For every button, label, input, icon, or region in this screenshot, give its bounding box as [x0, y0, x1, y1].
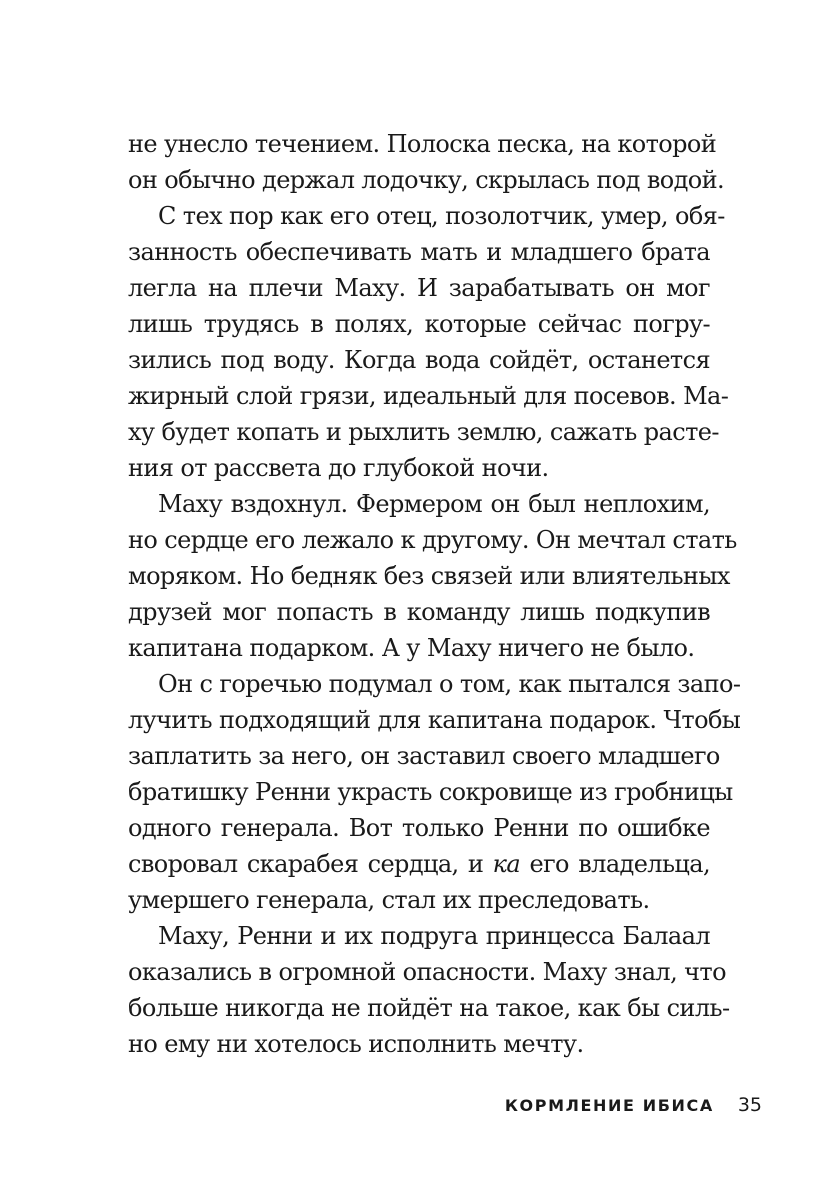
text-segment: его владельца,: [520, 850, 710, 878]
text-line: ху будет копать и рыхлить землю, сажать расте-: [128, 418, 719, 446]
paragraph-4: [128, 666, 741, 918]
text-line: но сердце его лежало к другому. Он мечтал стать: [128, 526, 737, 554]
text-line: лишь трудясь в полях, которые сейчас погру-: [128, 310, 710, 338]
text-line: С тех пор как его отец, позолотчик, умер, обя-: [158, 202, 725, 230]
text-line: он обычно держал лодочку, скрылась под водой.: [128, 166, 725, 194]
page-footer: [505, 1094, 762, 1116]
text-line: одного генерала. Вот только Ренни по ошибке: [128, 814, 710, 842]
text-line: братишку Ренни украсть сокровище из гробницы: [128, 778, 733, 806]
page-number: 35: [737, 1094, 762, 1116]
text-line: умершего генерала, стал их преследовать.: [128, 886, 650, 914]
text-line: Маху вздохнул. Фермером он был неплохим,: [158, 490, 710, 518]
paragraph-3: [128, 486, 737, 666]
text-line: жирный слой грязи, идеальный для посевов. Ма-: [128, 382, 729, 410]
text-line: зились под воду. Когда вода сойдёт, останется: [128, 346, 710, 374]
paragraph-2: [128, 198, 729, 486]
text-line: больше никогда не пойдёт на такое, как бы силь-: [128, 994, 730, 1022]
body-text: [128, 126, 741, 1062]
text-line: не унесло течением. Полоска песка, на которой: [128, 130, 717, 158]
italic-word-ka: ка: [492, 850, 521, 878]
text-line: оказались в огромной опасности. Маху знал, что: [128, 958, 726, 986]
text-segment: своровал скарабея сердца, и: [128, 850, 493, 878]
running-title: КОРМЛЕНИЕ ИБИСА: [504, 1096, 714, 1115]
text-line: друзей мог попасть в команду лишь подкупив: [128, 598, 710, 626]
paragraph-1: [128, 126, 725, 198]
paragraph-5: [128, 918, 730, 1062]
text-line: Маху, Ренни и их подруга принцесса Балаал: [158, 922, 710, 950]
text-line: Он с горечью подумал о том, как пытался запо-: [158, 670, 741, 698]
text-line: заплатить за него, он заставил своего младшего: [128, 742, 720, 770]
text-line-with-italic: [128, 846, 710, 882]
text-line: но ему ни хотелось исполнить мечту.: [128, 1030, 584, 1058]
text-line: занность обеспечивать мать и младшего брата: [128, 238, 710, 266]
text-line: лучить подходящий для капитана подарок. Чтобы: [128, 706, 741, 734]
text-line: легла на плечи Маху. И зарабатывать он мог: [128, 274, 710, 302]
text-line: моряком. Но бедняк без связей или влиятельных: [128, 562, 730, 590]
text-line: ния от рассвета до глубокой ночи.: [128, 454, 549, 482]
text-line: капитана подарком. А у Маху ничего не было.: [128, 634, 695, 662]
